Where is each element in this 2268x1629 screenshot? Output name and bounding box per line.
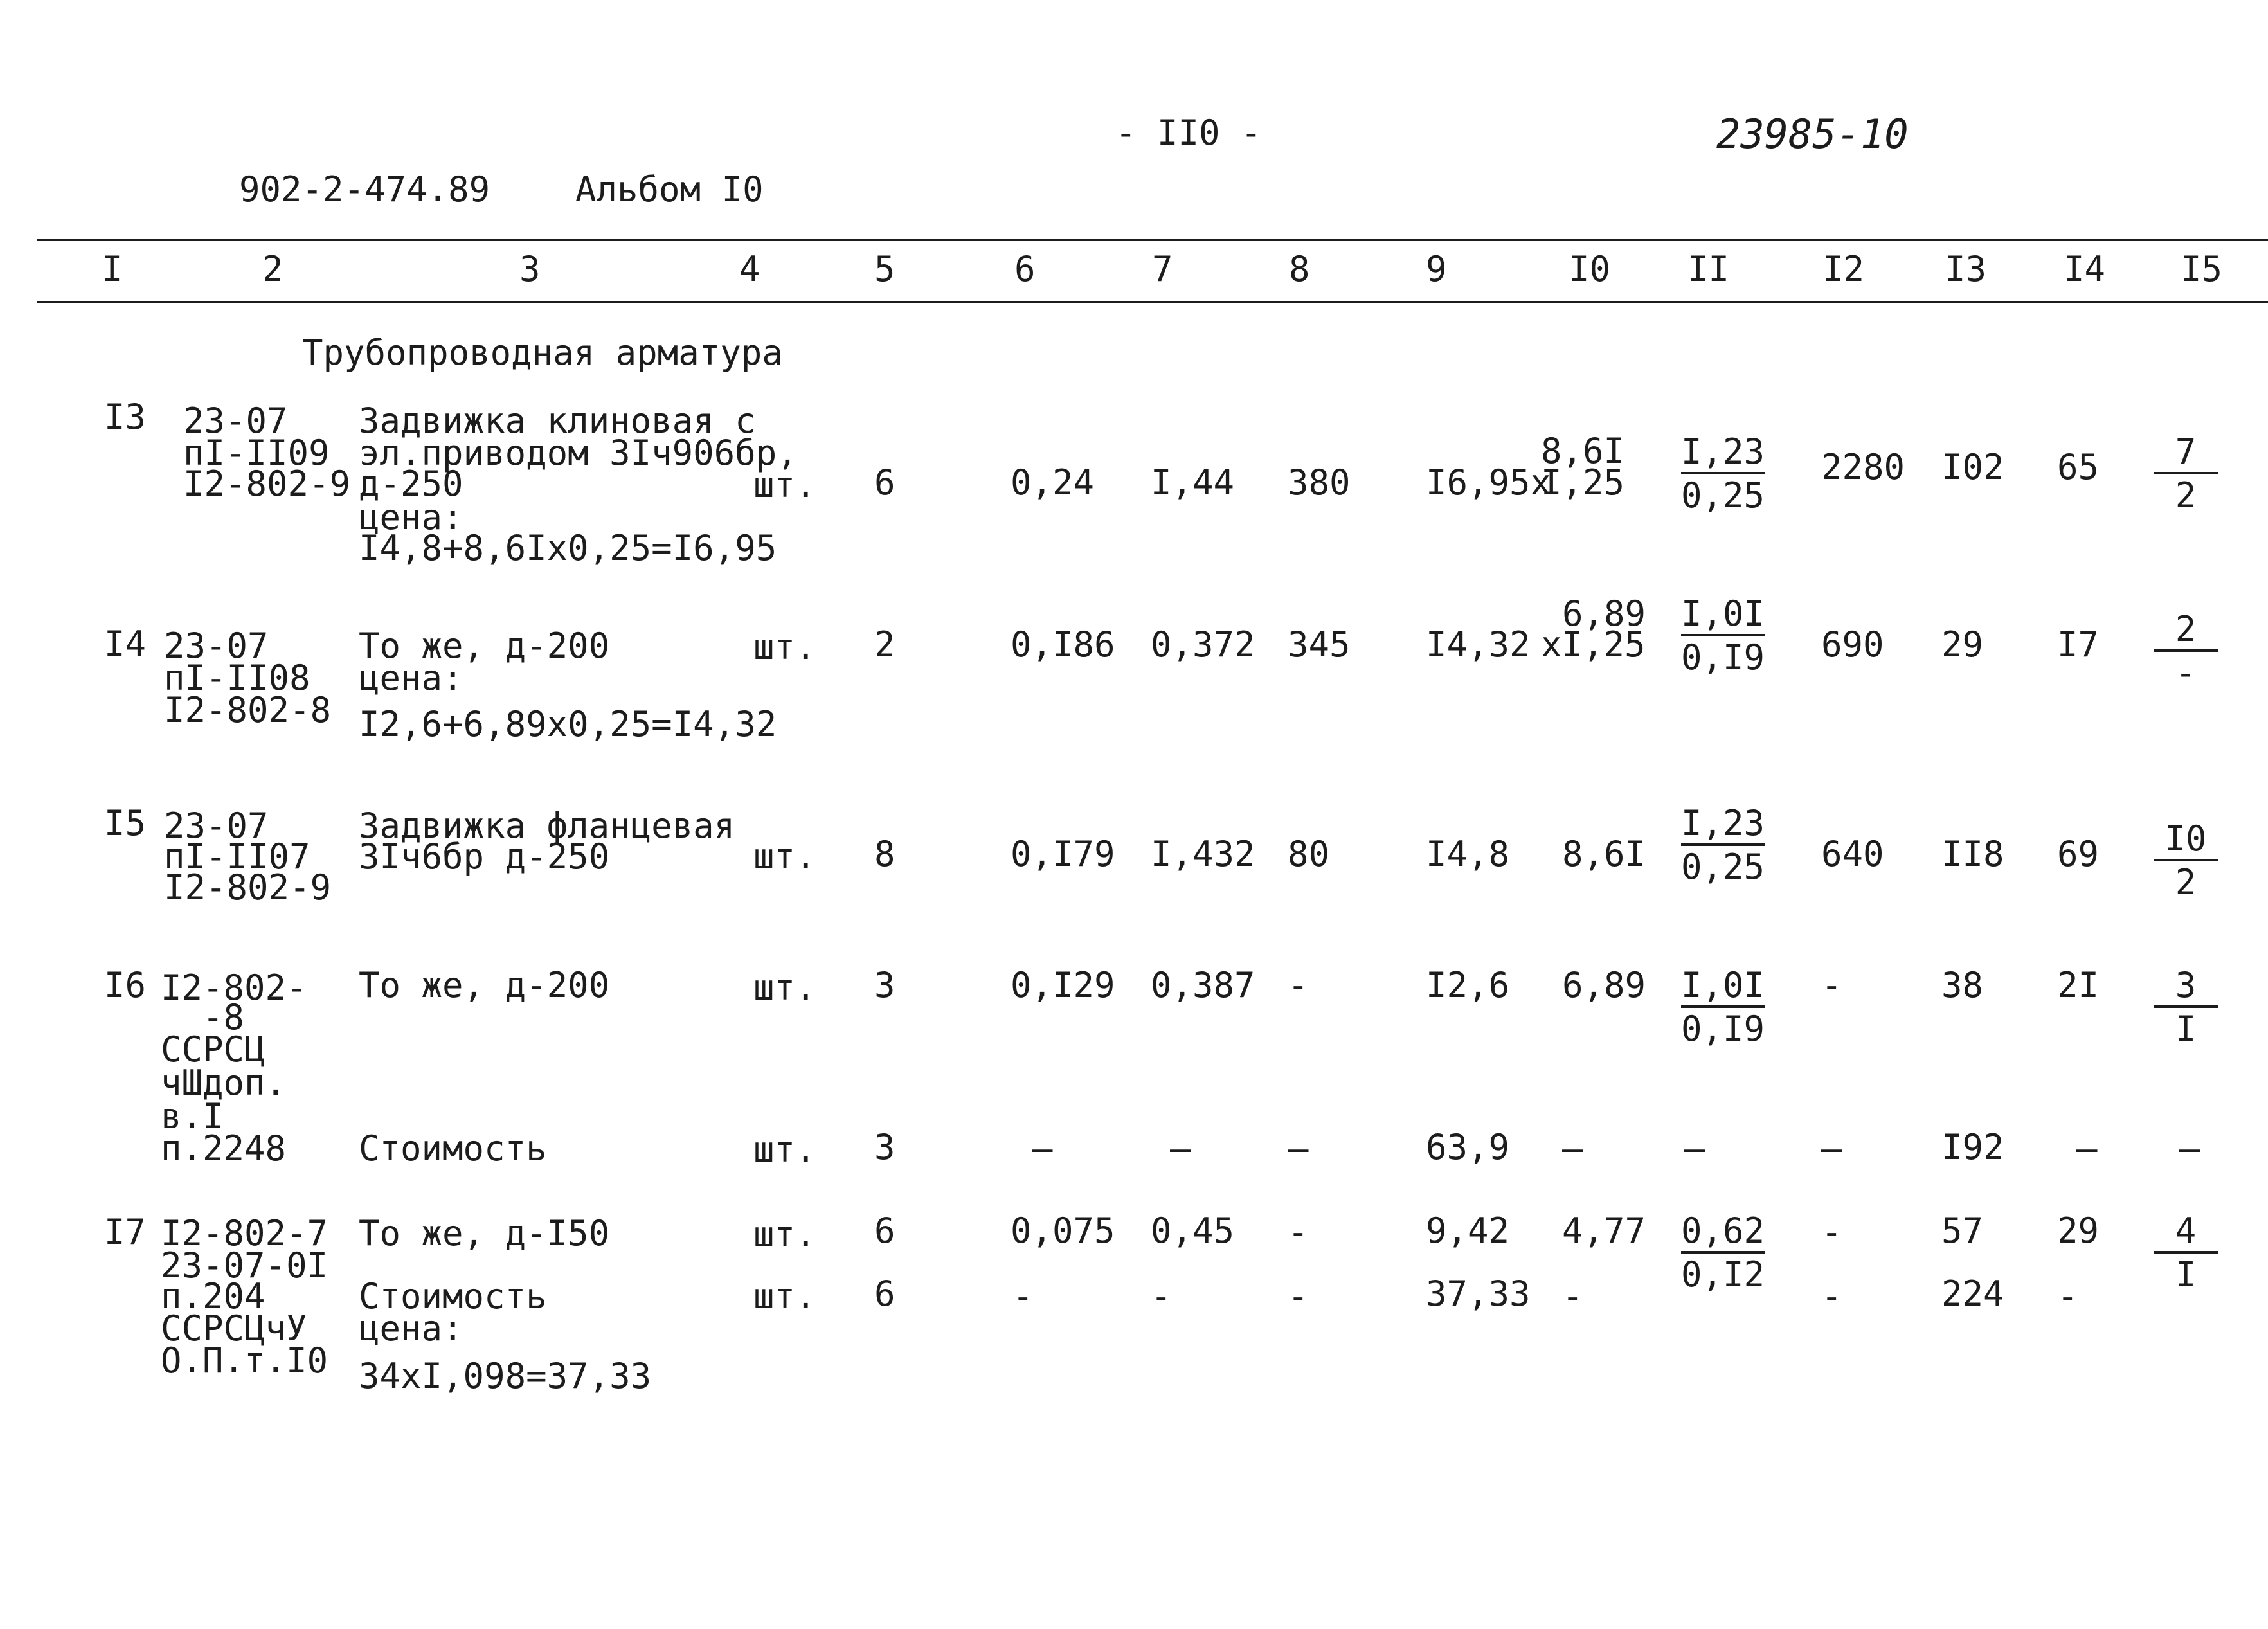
- item-description: Стоимость: [359, 1276, 547, 1317]
- section-title: Трубопроводная арматура: [302, 332, 783, 373]
- col-header: 8: [1289, 249, 1310, 289]
- cell-c10: –: [1562, 1128, 1583, 1169]
- cell-c12: 640: [1821, 834, 1884, 874]
- cell-c13: 29: [1941, 624, 1984, 665]
- cell-c13: II8: [1941, 834, 2004, 874]
- row-number: I3: [104, 397, 147, 437]
- cell-c15-fraction: [2154, 818, 2218, 903]
- cell-c6: 0,I29: [1011, 965, 1115, 1005]
- quantity: 2: [874, 624, 896, 665]
- cell-c8: 380: [1288, 462, 1351, 503]
- cell-c10-top: 6,89: [1562, 593, 1646, 634]
- cell-c10-top: 8,6I: [1541, 431, 1625, 471]
- fraction-denominator: 0,I9: [1681, 637, 1765, 678]
- cell-c14: I7: [2057, 624, 2100, 665]
- norm-code: I2-802-9: [183, 464, 351, 504]
- unit: шт.: [753, 968, 816, 1008]
- norm-code: ССРСЦ: [161, 1029, 266, 1070]
- item-description: цена:: [359, 1308, 464, 1349]
- cell-c6: 0,I79: [1011, 834, 1115, 874]
- row-number: I7: [104, 1212, 147, 1252]
- fraction-denominator: 2: [2175, 862, 2197, 903]
- cell-c13: I92: [1941, 1127, 2004, 1167]
- cell-c9: 37,33: [1426, 1274, 1531, 1314]
- cell-c11-fraction: [1681, 431, 1765, 516]
- item-description: Задвижка клиновая с: [359, 401, 756, 441]
- table-top-rule: [37, 239, 2268, 241]
- unit: шт.: [753, 465, 816, 505]
- col-header: I0: [1569, 249, 1611, 289]
- row-number: I4: [104, 624, 147, 664]
- page-number: - II0 -: [1115, 113, 1262, 153]
- album-label: Альбом I0: [575, 169, 764, 210]
- cell-c11-fraction: [1681, 1210, 1765, 1295]
- cell-c11-fraction: [1681, 593, 1765, 678]
- norm-code: в.I: [161, 1096, 224, 1137]
- cell-c12: -: [1821, 1212, 1842, 1252]
- unit: шт.: [753, 836, 816, 877]
- cell-c15-fraction: [2154, 1210, 2218, 1295]
- norm-code: I2-802-7: [161, 1213, 328, 1254]
- fraction-numerator: 3: [2154, 968, 2218, 1008]
- cell-c14: 65: [2057, 447, 2100, 487]
- cell-c14: –: [2076, 1128, 2098, 1169]
- col-header: II: [1688, 249, 1730, 289]
- norm-code: чШдоп.: [161, 1063, 287, 1103]
- item-description: цена:: [359, 658, 464, 698]
- norm-code: п.204: [161, 1276, 266, 1317]
- cell-c13: 224: [1941, 1274, 2004, 1314]
- cell-c7: I,44: [1151, 462, 1235, 503]
- table-header-rule: [37, 301, 2268, 303]
- col-header: I4: [2064, 249, 2106, 289]
- doc-code: 902-2-474.89: [239, 169, 491, 210]
- fraction-numerator: I,23: [1681, 806, 1765, 846]
- cell-c11-fraction: [1681, 803, 1765, 887]
- cell-c7: 0,45: [1151, 1210, 1235, 1251]
- item-description: эл.приводом 3Iч906бр,: [359, 433, 798, 473]
- col-header: 7: [1152, 249, 1173, 289]
- cell-c8: –: [1288, 1128, 1309, 1169]
- cell-c6: 0,24: [1011, 462, 1095, 503]
- fraction-denominator: 0,I9: [1681, 1009, 1765, 1049]
- item-description: д-250: [359, 464, 464, 504]
- cell-c9: I6,95х: [1426, 462, 1552, 503]
- col-header: I: [102, 249, 123, 289]
- cell-c9: I4,32: [1426, 624, 1531, 665]
- norm-code: 23-07: [164, 626, 269, 666]
- fraction-denominator: 0,25: [1681, 475, 1765, 516]
- quantity: 6: [874, 1274, 896, 1314]
- cell-c7: 0,372: [1151, 624, 1256, 665]
- cell-c14: -: [2057, 1276, 2078, 1317]
- fraction-denominator: -: [2175, 652, 2197, 693]
- cell-c9: 63,9: [1426, 1127, 1510, 1167]
- cell-c13: I02: [1941, 447, 2004, 487]
- cell-c8: 80: [1288, 834, 1330, 874]
- col-header: 5: [874, 249, 896, 289]
- item-description: I2,6+6,89х0,25=I4,32: [359, 704, 777, 744]
- cell-c10: 4,77: [1562, 1210, 1646, 1251]
- norm-code: пI-II08: [164, 658, 310, 698]
- cell-c8: -: [1288, 1212, 1309, 1252]
- col-header: 9: [1426, 249, 1447, 289]
- cell-c15: –: [2179, 1128, 2200, 1169]
- quantity: 8: [874, 834, 896, 874]
- cell-c7: I,432: [1151, 834, 1256, 874]
- fraction-numerator: 7: [2154, 435, 2218, 474]
- cell-c14: 2I: [2057, 965, 2100, 1005]
- handwritten-doc-number: 23985-10: [1716, 111, 1909, 158]
- cell-c6: 0,075: [1011, 1210, 1115, 1251]
- unit: шт.: [753, 1130, 816, 1170]
- norm-code: пI-II09: [183, 433, 330, 473]
- quantity: 6: [874, 462, 896, 503]
- col-header: I2: [1823, 249, 1865, 289]
- norm-code: 23-07: [164, 806, 269, 846]
- col-header: I5: [2181, 249, 2223, 289]
- cell-c14: 29: [2057, 1210, 2100, 1251]
- cell-c14: 69: [2057, 834, 2100, 874]
- cell-c6: –: [1032, 1128, 1053, 1169]
- item-description: То же, д-200: [359, 965, 610, 1005]
- cell-c10-bottom: I,25: [1541, 462, 1625, 503]
- col-header: 6: [1014, 249, 1036, 289]
- quantity: 3: [874, 1127, 896, 1167]
- item-description: 3Iч6бр д-250: [359, 836, 610, 877]
- norm-code: п.2248: [161, 1128, 287, 1169]
- item-description: 34хI,098=37,33: [359, 1356, 652, 1396]
- item-description: цена:: [359, 497, 464, 537]
- cell-c9: I2,6: [1426, 965, 1510, 1005]
- cell-c6: 0,I86: [1011, 624, 1115, 665]
- fraction-denominator: 0,25: [1681, 847, 1765, 887]
- item-description: I4,8+8,6Iх0,25=I6,95: [359, 528, 777, 568]
- cell-c15-fraction: [2154, 609, 2218, 693]
- fraction-numerator: I,0I: [1681, 968, 1765, 1008]
- quantity: 6: [874, 1210, 896, 1251]
- cell-c7: –: [1170, 1128, 1191, 1169]
- cell-c8: -: [1288, 965, 1309, 1005]
- cell-c15-fraction: [2154, 965, 2218, 1049]
- unit: шт.: [753, 1214, 816, 1255]
- fraction-numerator: I0: [2154, 822, 2218, 861]
- row-number: I5: [104, 803, 147, 843]
- cell-c12: 690: [1821, 624, 1884, 665]
- col-header: I3: [1945, 249, 1987, 289]
- cell-c8: 345: [1288, 624, 1351, 665]
- item-description: Задвижка фланцевая: [359, 806, 735, 846]
- cell-c12: –: [1821, 1128, 1842, 1169]
- norm-code: ССРСЦчУ: [161, 1308, 307, 1349]
- cell-c12: 2280: [1821, 447, 1905, 487]
- fraction-numerator: 4: [2154, 1214, 2218, 1254]
- cell-c11-fraction: [1681, 965, 1765, 1049]
- fraction-numerator: I,0I: [1681, 597, 1765, 636]
- fraction-denominator: 0,I2: [1681, 1254, 1765, 1295]
- cell-c9: 9,42: [1426, 1210, 1510, 1251]
- fraction-denominator: I: [2175, 1254, 2197, 1295]
- norm-code: пI-II07: [164, 836, 310, 877]
- unit: шт.: [753, 1276, 816, 1317]
- unit: шт.: [753, 627, 816, 667]
- norm-code: 23-07-0I: [161, 1245, 328, 1286]
- cell-c12: -: [1821, 965, 1842, 1005]
- cell-c10: 8,6I: [1562, 834, 1646, 874]
- norm-code: I2-802-8: [164, 690, 332, 730]
- cell-c7: -: [1151, 1276, 1172, 1317]
- norm-code: I2-802-9: [164, 867, 332, 908]
- norm-code: О.П.т.I0: [161, 1340, 328, 1381]
- quantity: 3: [874, 965, 896, 1005]
- cell-c6: -: [1013, 1276, 1034, 1317]
- fraction-numerator: 0,62: [1681, 1214, 1765, 1254]
- cell-c10-bottom: хI,25: [1541, 624, 1646, 665]
- fraction-numerator: 2: [2154, 612, 2218, 652]
- col-header: 2: [262, 249, 284, 289]
- item-description: То же, д-200: [359, 626, 610, 666]
- col-header: 3: [519, 249, 541, 289]
- cell-c15-fraction: [2154, 431, 2218, 516]
- col-header: 4: [739, 249, 760, 289]
- cell-c12: -: [1821, 1276, 1842, 1317]
- fraction-denominator: I: [2175, 1009, 2197, 1049]
- cell-c8: -: [1288, 1276, 1309, 1317]
- norm-code: I2-802-: [161, 968, 307, 1008]
- item-description: Стоимость: [359, 1128, 547, 1169]
- norm-code: -8: [203, 997, 245, 1038]
- cell-c7: 0,387: [1151, 965, 1256, 1005]
- norm-code: 23-07: [183, 401, 288, 441]
- cell-c13: 57: [1941, 1210, 1984, 1251]
- row-number: I6: [104, 965, 147, 1005]
- cell-c11: –: [1684, 1128, 1706, 1169]
- cell-c10: -: [1562, 1276, 1583, 1317]
- fraction-denominator: 2: [2175, 475, 2197, 516]
- cell-c10: 6,89: [1562, 965, 1646, 1005]
- cell-c13: 38: [1941, 965, 1984, 1005]
- cell-c9: I4,8: [1426, 834, 1510, 874]
- item-description: То же, д-I50: [359, 1213, 610, 1254]
- fraction-numerator: I,23: [1681, 435, 1765, 474]
